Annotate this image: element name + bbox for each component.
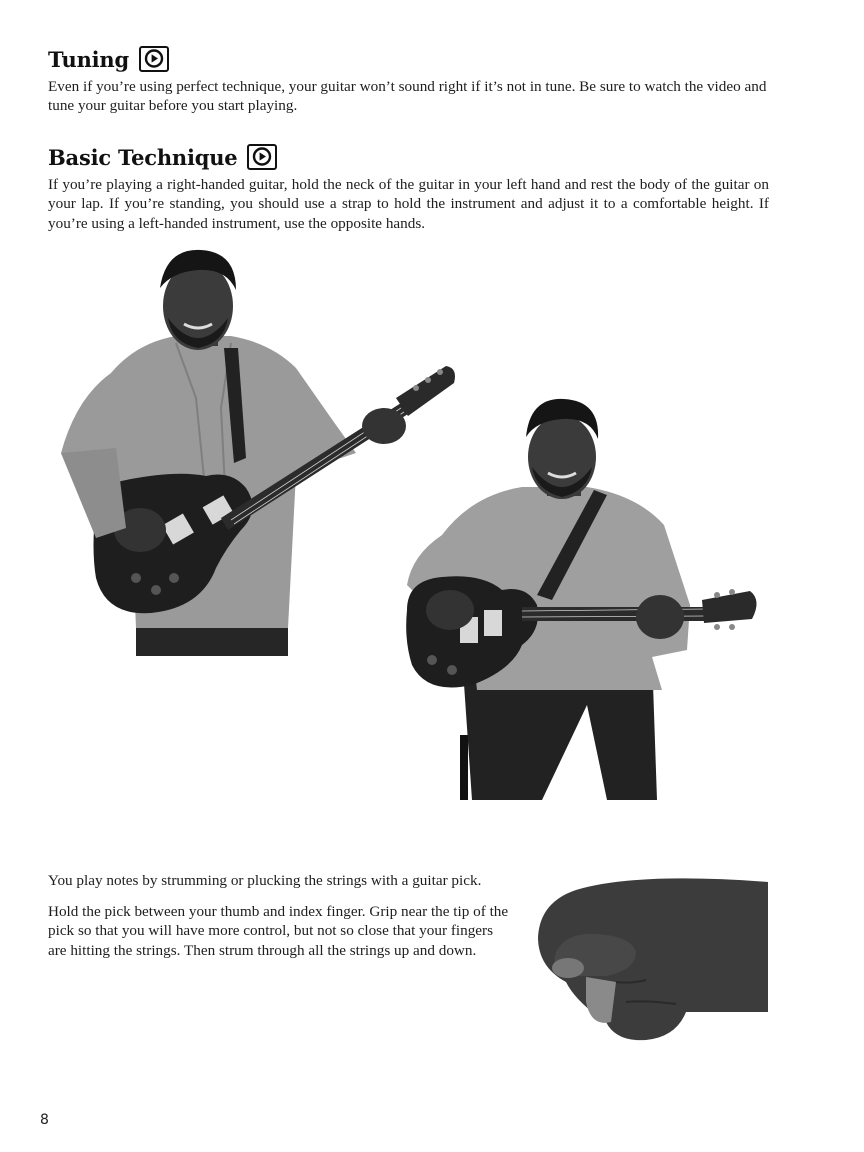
seated-guitarist-photo bbox=[402, 395, 764, 803]
play-video-icon[interactable] bbox=[247, 144, 277, 170]
tuning-heading bbox=[48, 46, 169, 72]
hand-holding-pick-photo bbox=[536, 872, 768, 1044]
page-number: 8 bbox=[40, 1112, 49, 1128]
pick-intro-text: You play notes by strumming or plucking the strings with a guitar pick. bbox=[48, 872, 482, 889]
play-video-icon[interactable] bbox=[139, 46, 169, 72]
tuning-title: Tuning bbox=[48, 46, 129, 72]
basic-technique-paragraph: If you’re playing a right-handed guitar, hold the neck of the guitar in your left hand and rest the body of the guitar on your lap. If you’re standing, you should use a strap to hold the instrument and adjust it to a comfortable height. If you’re using a left-handed instrument, use the opposite hands. bbox=[48, 176, 769, 232]
pick-grip-text: Hold the pick between your thumb and index finger. Grip near the tip of the pick so that you will have more control, but not so close that your fingers are hitting the strings. Then strum through all the strings up and down. bbox=[48, 903, 509, 959]
basic-technique-heading bbox=[48, 144, 277, 170]
basic-technique-title: Basic Technique bbox=[48, 144, 238, 170]
tuning-paragraph: Even if you’re using perfect technique, your guitar won’t sound right if it’s not in tune. Be sure to watch the video and tune your guitar before you start playing. bbox=[48, 78, 767, 115]
